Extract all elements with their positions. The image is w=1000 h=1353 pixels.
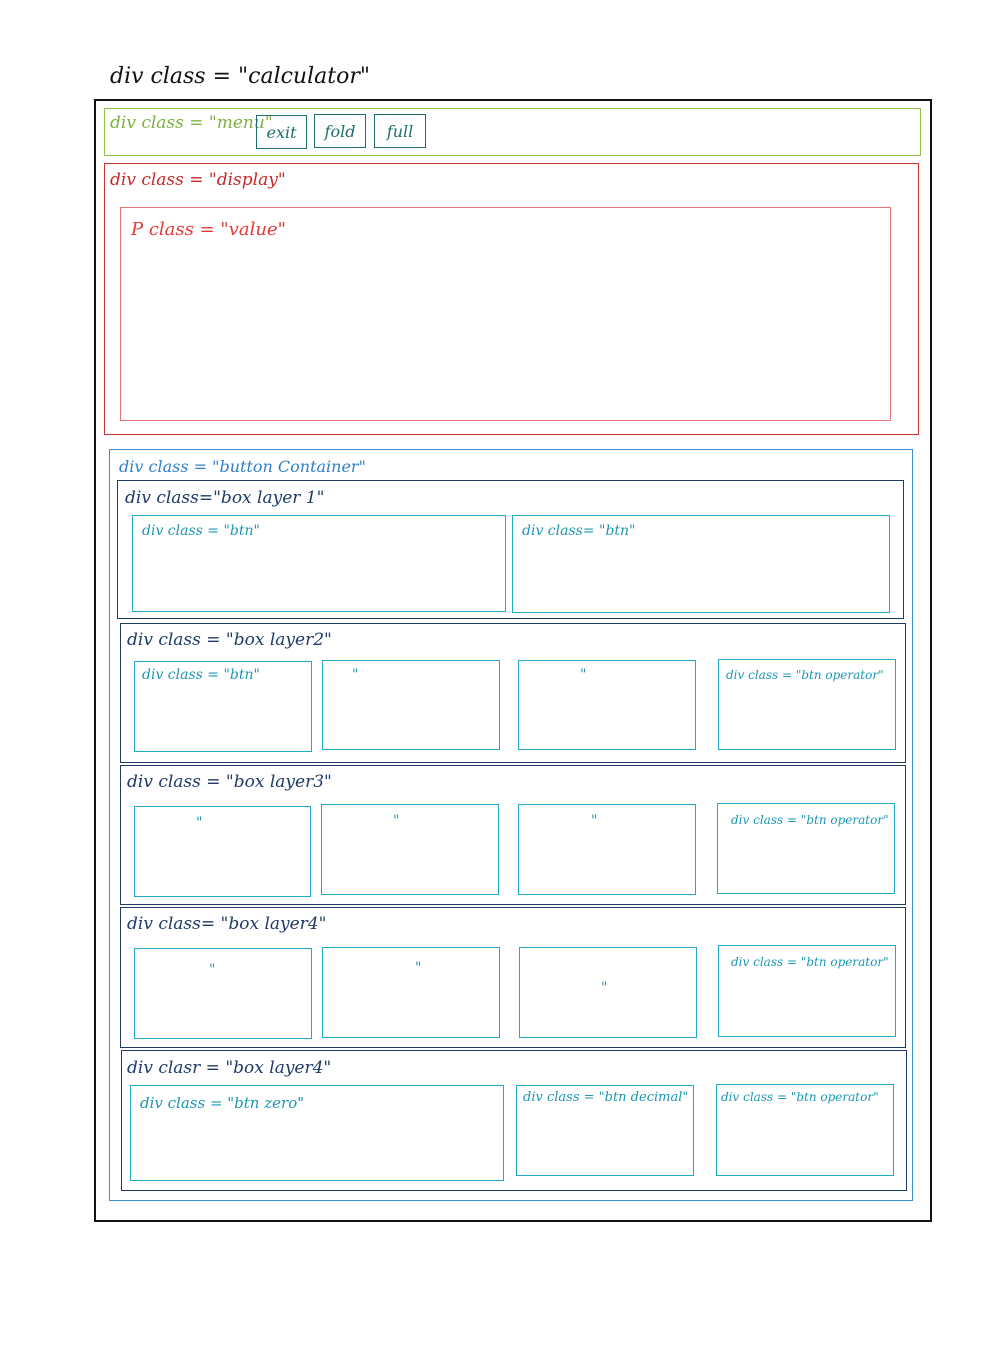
fold-button[interactable]: fold [314,114,366,148]
exit-button[interactable]: exit [256,115,307,149]
ditto-mark: " [352,667,359,683]
ditto-mark: " [415,960,422,976]
btn[interactable] [518,804,696,895]
ditto-mark: " [601,980,608,996]
btn-zero-label: div class = "btn zero" [140,1094,305,1112]
value-label: P class = "value" [131,219,286,240]
box-layer-2-label: div class = "box layer2" [127,630,332,650]
btn-operator-label: div class = "btn operator" [731,813,889,827]
btn-label: div class = "btn" [142,667,260,683]
calculator-label: div class = "calculator" [110,64,370,89]
menu-label: div class = "menu" [110,113,273,133]
full-button[interactable]: full [374,114,426,148]
box-layer-4-label: div class= "box layer4" [127,914,327,934]
btn-operator-label: div class = "btn operator" [721,1090,879,1104]
box-layer-5-label: div clasr = "box layer4" [127,1058,332,1078]
box-layer-3-label: div class = "box layer3" [127,772,332,792]
btn-decimal-label: div class = "btn decimal" [523,1090,689,1105]
box-layer-1-label: div class="box layer 1" [125,488,325,508]
btn[interactable] [519,947,697,1038]
btn-operator-label: div class = "btn operator" [731,955,889,969]
btn[interactable] [134,806,311,897]
btn-label: div class= "btn" [522,523,636,539]
ditto-mark: " [591,813,598,829]
btn[interactable] [134,948,312,1039]
ditto-mark: " [209,962,216,978]
btn-label: div class = "btn" [142,523,260,539]
ditto-mark: " [196,815,203,831]
display-label: div class = "display" [110,170,286,190]
btn-operator-label: div class = "btn operator" [726,668,884,682]
button-container-label: div class = "button Container" [119,457,366,476]
ditto-mark: " [393,813,400,829]
btn[interactable] [322,947,500,1038]
ditto-mark: " [580,667,587,683]
btn[interactable] [322,660,500,750]
btn[interactable] [518,660,696,750]
btn[interactable] [321,804,499,895]
